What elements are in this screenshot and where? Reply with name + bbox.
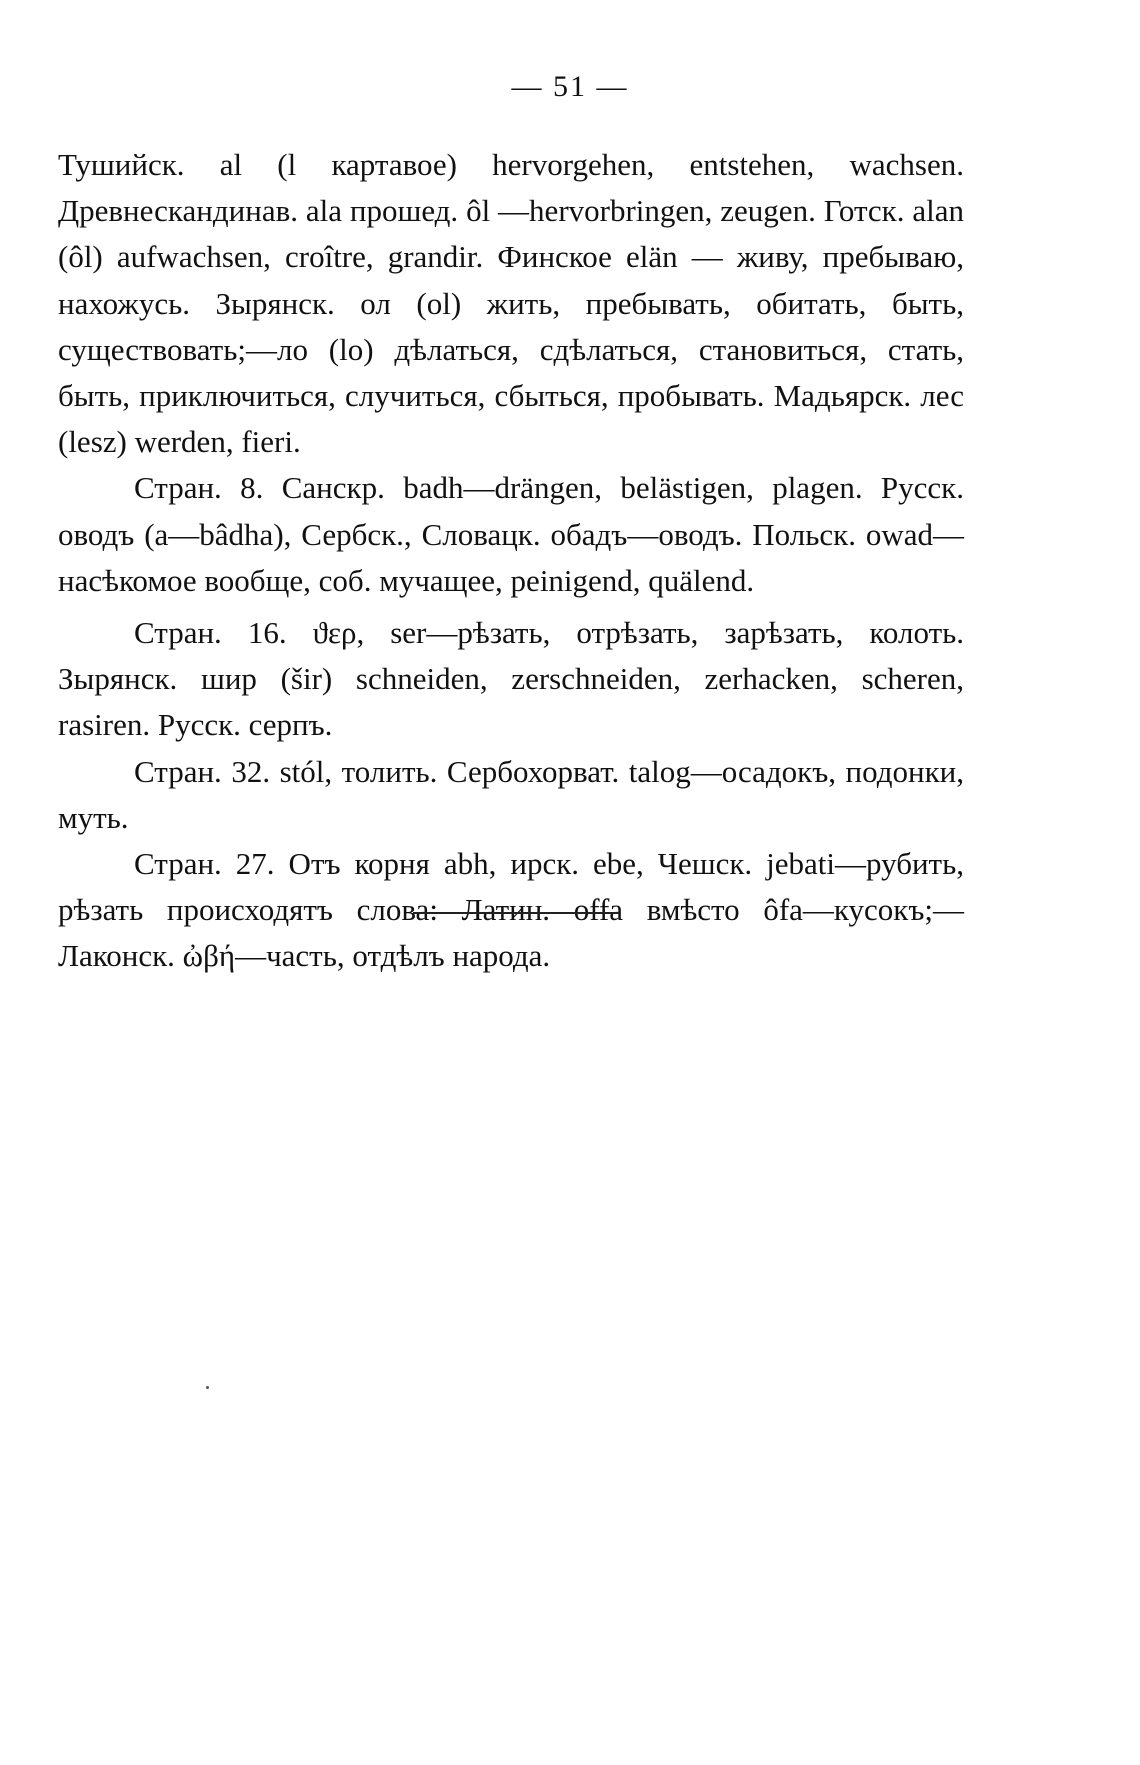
paragraph-page-8-badh: Стран. 8. Санскр. badh—drängen, belästigen, plagen. Русск. оводъ (а—bâdha), Сербск., Словацк. обадъ—оводъ. Польск. owad—насѣкомое вообще, соб. мучащее, peinigend, quälend. (58, 470, 964, 598)
body-text (58, 142, 964, 980)
paragraph-tushi-al: Тушийск. al (l картавое) hervorgehen, entstehen, wachsen. Древнескандинав. ala прошед. ôl —hervorbringen, zeugen. Готск. alan (ôl) aufwachsen, croître, grandir. Финское elän — живу, пребываю, нахожусь. Зырянск. ол (ol) жить, пребывать, обитать, быть, существовать;—ло (lo) дѣлаться, сдѣлаться, становиться, стать, быть, приключиться, случиться, сбыться, пробывать. Мадьярск. лес (lesz) werden, fieri. (58, 147, 964, 460)
page-number: — 51 — (511, 70, 629, 103)
paragraph-page-16-ser: Стран. 16. ϑερ, ser—рѣзать, отрѣзать, зарѣзать, колоть. Зырянск. шир (šir) schneiden, zerschneiden, zerhacken, scheren, rasiren. Русск. серпъ. (58, 615, 964, 743)
paragraph-page-32-stol: Стран. 32. stól, толить. Сербохорват. talog—осадокъ, подонки, муть. (58, 753, 964, 835)
paragraph-page-27-abh: Стран. 27. Отъ корня abh, ирск. ebe, Чешск. jebati—рубить, рѣзать происходятъ слова: Латин. offa вмѣсто ôfa—кусокъ;—Лаконск. ὠβή—часть, отдѣлъ народа. (58, 846, 964, 974)
section-end-rule (413, 912, 619, 914)
print-speck (206, 1386, 209, 1389)
